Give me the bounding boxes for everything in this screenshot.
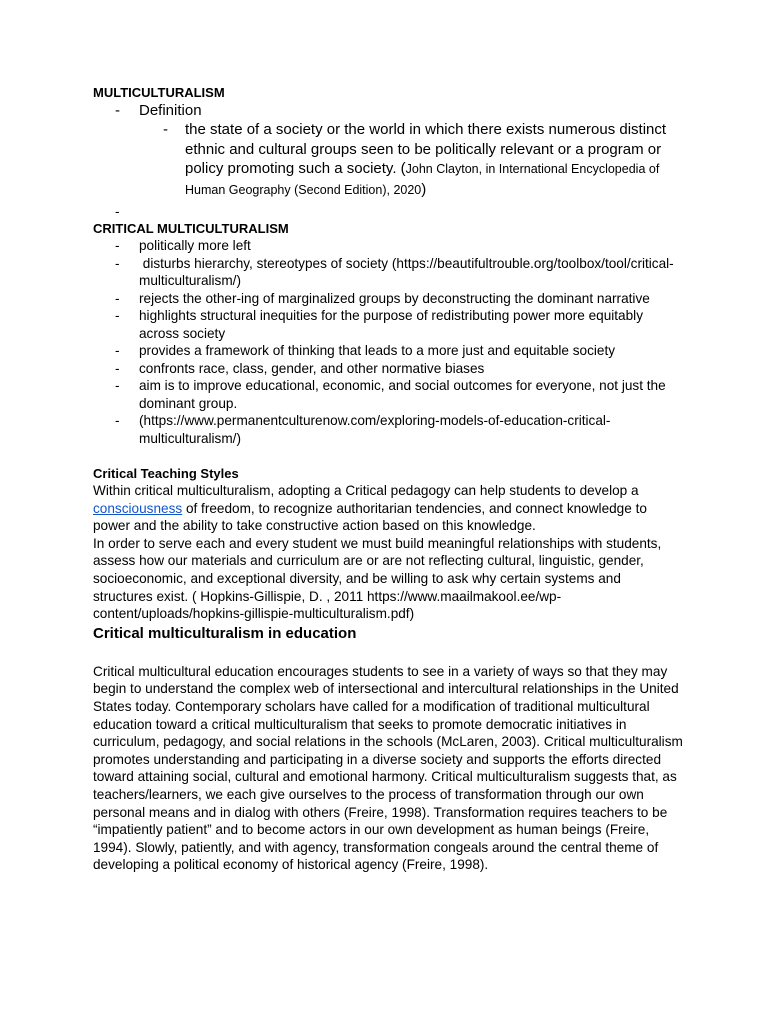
- education-paragraph: Critical multicultural education encourages students to see in a variety of ways so that they may begin to understand the complex web of intersectional and intercultural relationships in the United States today. Contemporary scholars have called for a modification of traditional multicultural education toward a critical multiculturalism that seeks to promote democratic initiatives in curriculum, pedagogy, and social relations in the schools (McLaren, 2003). Critical multiculturalism promotes understanding and participating in a diverse society and supports the efforts directed toward attaining social, cultural and emotional harmony. Critical multiculturalism suggests that, as teachers/learners, we each give ourselves to the process of transformation through our own personal means and in dialog with others (Freire, 1998). Transformation requires teachers to be “impatiently patient” and to become actors in our own development as human beings (Freire, 1994). Slowly, patiently, and with agency, transformation congeals around the central theme of developing a political economy of historical agency (Freire, 1998).: [93, 663, 683, 873]
- definition-citation: John Clayton, in International Encyclopedia of Human Geography (Second Edition), 2020: [185, 162, 660, 197]
- list-item: [93, 377, 683, 412]
- list-item: [93, 255, 683, 290]
- definition-item: [93, 101, 683, 120]
- definition-text-item: [93, 120, 683, 200]
- teaching-styles-heading: Critical Teaching Styles: [93, 466, 239, 481]
- critical-multiculturalism-list: [93, 237, 683, 447]
- bullet-dash: -: [163, 121, 168, 138]
- list-item: [93, 290, 683, 308]
- list-item-text: disturbs hierarchy, stereotypes of society (https://beautifultrouble.org/toolbox/tool/critical-multiculturalism/): [139, 255, 674, 288]
- consciousness-link[interactable]: consciousness: [93, 500, 183, 516]
- multiculturalism-heading: MULTICULTURALISM: [93, 85, 225, 100]
- teaching-styles-paragraph-1: [93, 482, 683, 535]
- bullet-dash: -: [115, 378, 120, 393]
- definition-close: ): [421, 180, 427, 198]
- list-item: [93, 307, 683, 342]
- document-page: [93, 84, 683, 874]
- list-item: [93, 342, 683, 360]
- bullet-dash: -: [115, 238, 120, 253]
- bullet-dash: -: [115, 413, 120, 428]
- list-item-text: provides a framework of thinking that leads to a more just and equitable society: [139, 343, 616, 358]
- list-item-text: (https://www.permanentculturenow.com/exploring-models-of-education-critical-multiculturalism/): [139, 413, 611, 446]
- list-item-text: confronts race, class, gender, and other normative biases: [139, 360, 485, 376]
- bullet-dash: -: [115, 360, 120, 376]
- education-heading: Critical multiculturalism in education: [93, 624, 357, 642]
- paragraph-text: Within critical multiculturalism, adopting a Critical pedagogy can help students to develop a: [93, 483, 639, 498]
- bullet-dash: -: [115, 102, 120, 119]
- bullet-dash: -: [115, 290, 120, 306]
- list-item: [93, 412, 683, 447]
- list-item-text: aim is to improve educational, economic, and social outcomes for everyone, not just the dominant group.: [139, 378, 666, 411]
- list-item-text: highlights structural inequities for the purpose of redistributing power more equitably across society: [139, 308, 643, 341]
- bullet-dash: -: [115, 255, 120, 271]
- definition-text: the state of a society or the world in which there exists numerous distinct ethnic and cultural groups seen to be politically relevant or a program or policy promoting such a society. (: [185, 121, 667, 177]
- paragraph-text: of freedom, to recognize authoritarian tendencies, and connect knowledge to power and the ability to take constructive action based on this knowledge.: [93, 500, 647, 534]
- definition-label: Definition: [139, 102, 202, 119]
- empty-bullet: -: [115, 204, 120, 219]
- bullet-dash: -: [115, 308, 120, 323]
- teaching-styles-paragraph-2: In order to serve each and every student we must build meaningful relationships with students, assess how our materials and curriculum are or are not reflecting cultural, linguistic, gender, socioeconomic, and exceptional diversity, and be willing to ask why certain systems and structures exist. ( Hopkins-Gillispie, D. , 2011 https://www.maailmakool.ee/wp-content/uploads/hopkins-gillispie-multiculturalism.pdf): [93, 535, 662, 622]
- list-item: [93, 237, 683, 255]
- bullet-dash: -: [115, 343, 120, 358]
- list-item-text: rejects the other-ing of marginalized groups by deconstructing the dominant narrative: [139, 290, 650, 306]
- list-item-text: politically more left: [139, 238, 251, 253]
- list-item: [93, 360, 683, 378]
- critical-multiculturalism-heading: CRITICAL MULTICULTURALISM: [93, 221, 289, 236]
